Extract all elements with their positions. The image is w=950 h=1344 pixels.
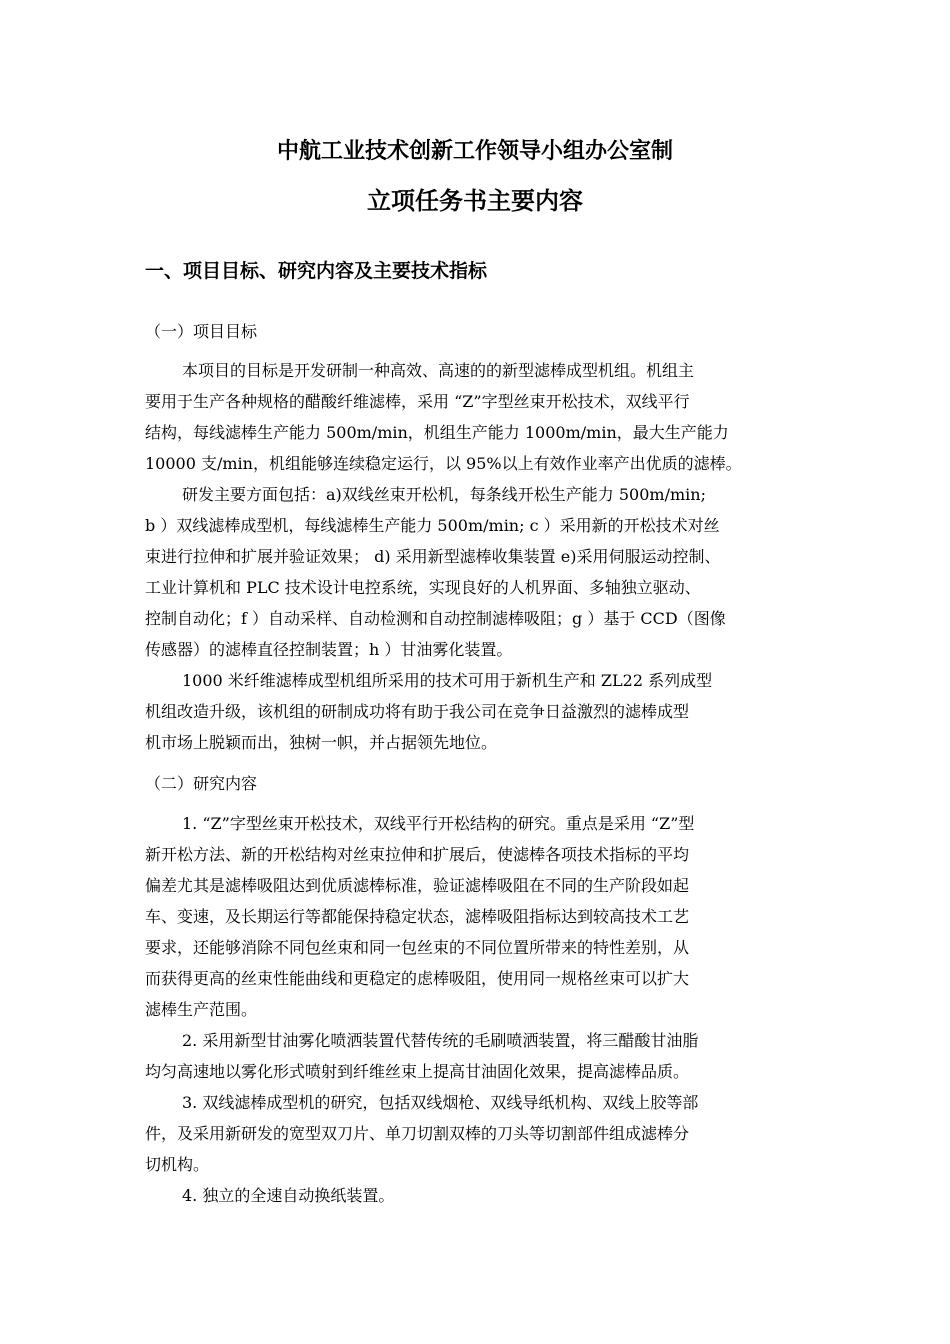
research-item-2: [145, 1025, 807, 1087]
text-line: 研发主要方面包括：a)双线丝束开松机，每条线开松生产能力 500m/min;: [182, 485, 706, 504]
text-line: 滤棒生产范围。: [145, 1000, 258, 1019]
text-line: 本项目的目标是开发研制一种高效、高速的的新型滤棒成型机组。机组主: [182, 361, 695, 380]
text-line: 10000 支/min，机组能够连续稳定运行，以 95%以上有效作业率产出优质的滤棒。: [145, 454, 742, 473]
text-line: 要求，还能够消除不同包丝束和同一包丝束的不同位置所带来的特性差别，从: [145, 938, 690, 957]
text-line: 4. 独立的全速自动换纸装置。: [182, 1186, 395, 1205]
text-line: 传感器）的滤棒直径控制装置；h ）甘油雾化装置。: [145, 640, 513, 659]
text-line: 要用于生产各种规格的醋酸纤维滤棒，采用 “Z”字型丝束开松技术，双线平行: [145, 392, 690, 411]
text-line: 1. “Z”字型丝束开松技术，双线平行开松结构的研究。重点是采用 “Z”型: [182, 814, 695, 833]
paragraph-project-goal: [145, 355, 807, 479]
paragraph-application: [145, 665, 807, 758]
subsection-research-content-heading: （二）研究内容: [145, 774, 258, 793]
research-item-1: [145, 808, 807, 1025]
text-line: 均匀高速地以雾化形式喷射到纤维丝束上提高甘油固化效果，提高滤棒品质。: [145, 1062, 690, 1081]
text-line: 控制自动化；f ）自动采样、自动检测和自动控制滤棒吸阻；g ）基于 CCD（图像: [145, 609, 726, 628]
text-line: 切机构。: [145, 1155, 210, 1174]
text-line: 3. 双线滤棒成型机的研究，包括双线烟枪、双线导纸机构、双线上胶等部: [182, 1093, 699, 1112]
research-item-3: [145, 1087, 807, 1180]
text-line: 件，及采用新研发的宽型双刀片、单刀切割双棒的刀头等切割部件组成滤棒分: [145, 1124, 690, 1143]
research-item-4: [145, 1180, 807, 1211]
text-line: 车、变速，及长期运行等都能保持稳定状态，滤棒吸阻指标达到较高技术工艺: [145, 907, 690, 926]
text-line: 工业计算机和 PLC 技术设计电控系统，实现良好的人机界面、多轴独立驱动、: [145, 578, 701, 597]
section-1-heading: 一、项目目标、研究内容及主要技术指标: [145, 260, 488, 282]
text-line: 新开松方法、新的开松结构对丝束拉伸和扩展后，使滤棒各项技术指标的平均: [145, 845, 690, 864]
text-line: 机市场上脱颖而出，独树一帜，并占据领先地位。: [145, 733, 498, 752]
text-line: 结构，每线滤棒生产能力 500m/min，机组生产能力 1000m/min，最大生产能力: [145, 423, 729, 442]
document-title-main: 立项任务书主要内容: [367, 187, 583, 215]
text-line: 偏差尤其是滤棒吸阻达到优质滤棒标准，验证滤棒吸阻在不同的生产阶段如起: [145, 876, 690, 895]
text-line: 束进行拉伸和扩展并验证效果； d) 采用新型滤棒收集装置 e)采用伺服运动控制、: [145, 547, 721, 566]
text-line: 1000 米纤维滤棒成型机组所采用的技术可用于新机生产和 ZL22 系列成型: [182, 671, 713, 690]
text-line: b ）双线滤棒成型机，每线滤棒生产能力 500m/min; c ）采用新的开松技术对丝: [145, 516, 720, 535]
document-title-organization: 中航工业技术创新工作领导小组办公室制: [276, 139, 673, 164]
text-line: 机组改造升级，该机组的研制成功将有助于我公司在竞争日益激烈的滤棒成型: [145, 702, 690, 721]
subsection-project-goal-heading: （一）项目目标: [145, 322, 258, 341]
text-line: 2. 采用新型甘油雾化喷洒装置代替传统的毛刷喷洒装置，将三醋酸甘油脂: [182, 1031, 699, 1050]
paragraph-research-aspects: [145, 479, 807, 665]
text-line: 而获得更高的丝束性能曲线和更稳定的虑棒吸阻，使用同一规格丝束可以扩大: [145, 969, 690, 988]
